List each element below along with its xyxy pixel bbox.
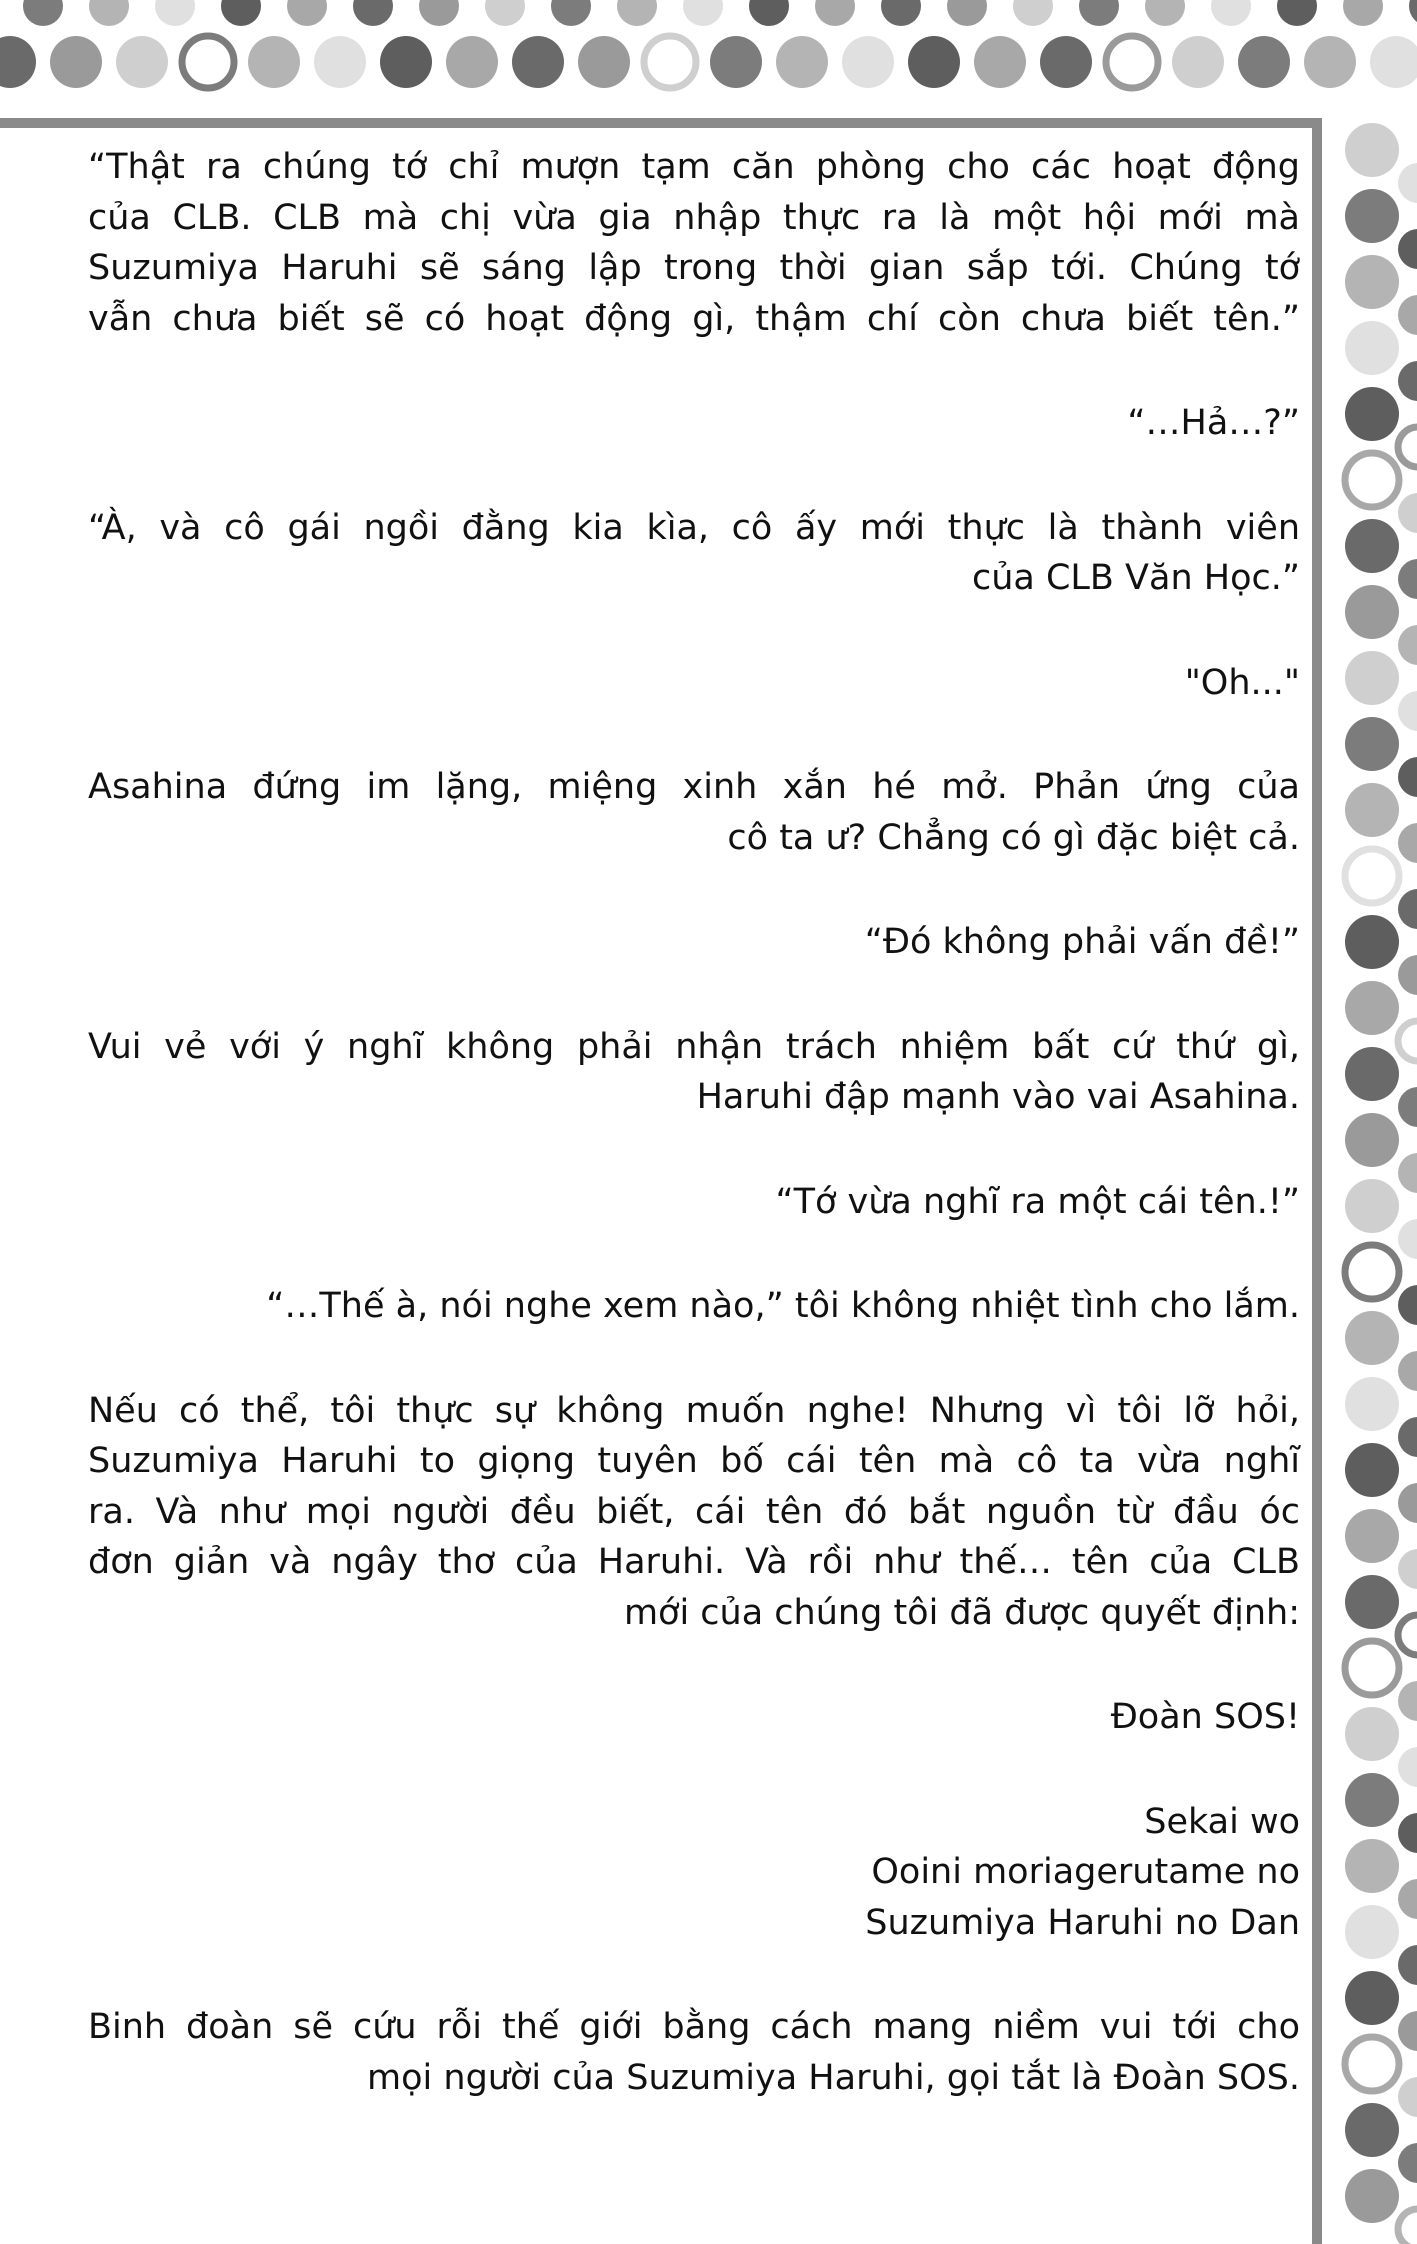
dot-decoration bbox=[1398, 955, 1417, 995]
dot-decoration bbox=[1345, 255, 1399, 309]
dot-decoration bbox=[1277, 0, 1317, 26]
dot-decoration bbox=[881, 0, 921, 26]
dot-decoration bbox=[947, 0, 987, 26]
dot-decoration bbox=[776, 36, 828, 88]
text-line: Asahina đứng im lặng, miệng xinh xắn hé mở. Phản ứng của bbox=[88, 767, 1300, 807]
ring-decoration bbox=[1345, 1641, 1399, 1695]
dot-decoration bbox=[578, 36, 630, 88]
text-line: Sekai wo bbox=[1144, 1801, 1300, 1842]
dot-decoration bbox=[1398, 1747, 1417, 1787]
dot-decoration bbox=[710, 36, 762, 88]
dot-decoration bbox=[1013, 0, 1053, 26]
dot-decoration bbox=[1345, 651, 1399, 705]
text-line: “…Hả…?” bbox=[1127, 403, 1300, 443]
paragraph bbox=[88, 142, 1300, 344]
dot-decoration bbox=[1238, 36, 1290, 88]
dot-decoration bbox=[1345, 2103, 1399, 2157]
paragraph bbox=[88, 1022, 1300, 1123]
dot-decoration bbox=[1398, 2011, 1417, 2051]
dot-decoration bbox=[1398, 1153, 1417, 1193]
paragraph bbox=[88, 503, 1300, 604]
dot-decoration bbox=[1398, 1813, 1417, 1853]
dot-decoration bbox=[974, 36, 1026, 88]
dot-decoration bbox=[1079, 0, 1119, 26]
dot-decoration bbox=[1345, 1113, 1399, 1167]
dot-decoration bbox=[1304, 36, 1356, 88]
ring-decoration bbox=[182, 36, 234, 88]
text-line: “…Thế à, nói nghe xem nào,” tôi không nhiệt tình cho lắm. bbox=[266, 1286, 1300, 1326]
text-panel bbox=[0, 118, 1322, 2244]
text-line: Suzumiya Haruhi no Dan bbox=[865, 1902, 1300, 1943]
dot-decoration bbox=[908, 36, 960, 88]
dot-decoration bbox=[1343, 0, 1383, 26]
dot-decoration bbox=[485, 0, 525, 26]
dot-decoration bbox=[842, 36, 894, 88]
paragraph bbox=[88, 658, 1300, 709]
dot-decoration bbox=[23, 0, 63, 26]
dot-decoration bbox=[155, 0, 195, 26]
dot-decoration bbox=[1398, 1549, 1417, 1589]
dot-decoration bbox=[1345, 519, 1399, 573]
dot-decoration bbox=[749, 0, 789, 26]
dot-decoration bbox=[1398, 691, 1417, 731]
dot-decoration bbox=[419, 0, 459, 26]
ring-decoration bbox=[1106, 36, 1158, 88]
dot-decoration bbox=[221, 0, 261, 26]
dot-decoration bbox=[1345, 1707, 1399, 1761]
ring-decoration bbox=[644, 36, 696, 88]
ring-decoration bbox=[1398, 2209, 1417, 2244]
text-line: mọi người của Suzumiya Haruhi, gọi tắt là Đoàn SOS. bbox=[367, 2057, 1300, 2098]
dot-decoration bbox=[1345, 1575, 1399, 1629]
dot-decoration bbox=[380, 36, 432, 88]
ring-decoration bbox=[1398, 1615, 1417, 1655]
text-line: Vui vẻ với ý nghĩ không phải nhận trách nhiệm bất cứ thứ gì, bbox=[88, 1026, 1300, 1067]
text-line: của CLB Văn Học.” bbox=[971, 558, 1300, 598]
dot-decoration bbox=[0, 36, 36, 88]
dot-decoration bbox=[1398, 889, 1417, 929]
dot-decoration bbox=[1345, 717, 1399, 771]
ring-decoration bbox=[1345, 849, 1399, 903]
dot-decoration bbox=[1172, 36, 1224, 88]
paragraph bbox=[88, 2002, 1300, 2103]
dot-decoration bbox=[1398, 559, 1417, 599]
text-line: “Đó không phải vấn đề!” bbox=[864, 922, 1300, 962]
text-line: Nếu có thể, tôi thực sự không muốn nghe! Nhưng vì tôi lỡ hỏi, bbox=[88, 1390, 1300, 1431]
dot-decoration bbox=[1398, 757, 1417, 797]
dot-decoration bbox=[1398, 1351, 1417, 1391]
text-line: “À, và cô gái ngồi đằng kia kìa, cô ấy mới thực là thành viên bbox=[88, 507, 1300, 548]
dot-decoration bbox=[116, 36, 168, 88]
dot-decoration bbox=[1345, 1311, 1399, 1365]
dot-decoration bbox=[1398, 823, 1417, 863]
dot-decoration bbox=[1398, 2143, 1417, 2183]
dot-decoration bbox=[1409, 0, 1417, 26]
dot-decoration bbox=[1345, 321, 1399, 375]
dot-decoration bbox=[1398, 295, 1417, 335]
dot-decoration bbox=[1345, 2169, 1399, 2223]
dot-decoration bbox=[353, 0, 393, 26]
dot-decoration bbox=[1345, 1179, 1399, 1233]
text-line: mới của chúng tôi đã được quyết định: bbox=[623, 1592, 1300, 1633]
paragraph bbox=[88, 762, 1300, 863]
dot-decoration bbox=[89, 0, 129, 26]
dot-decoration bbox=[1398, 1417, 1417, 1457]
text-line: của CLB. CLB mà chị vừa gia nhập thực ra là một hội mới mà bbox=[88, 197, 1300, 238]
dot-decoration bbox=[1398, 1681, 1417, 1721]
text-line: ra. Và như mọi người đều biết, cái tên đó bắt nguồn từ đầu óc bbox=[88, 1491, 1300, 1532]
dot-decoration bbox=[815, 0, 855, 26]
dot-decoration bbox=[1345, 1047, 1399, 1101]
ring-decoration bbox=[1345, 1245, 1399, 1299]
ring-decoration bbox=[1345, 2037, 1399, 2091]
paragraph bbox=[88, 1177, 1300, 1228]
paragraph bbox=[88, 398, 1300, 449]
dot-decoration bbox=[1398, 1219, 1417, 1259]
text-line: Suzumiya Haruhi to giọng tuyên bố cái tên mà cô ta vừa nghĩ bbox=[88, 1441, 1300, 1481]
dot-decoration bbox=[1345, 915, 1399, 969]
text-line: Haruhi đập mạnh vào vai Asahina. bbox=[696, 1077, 1300, 1117]
dot-decoration bbox=[1345, 1443, 1399, 1497]
dot-decoration bbox=[683, 0, 723, 26]
paragraph bbox=[88, 1797, 1300, 1949]
dot-decoration bbox=[1398, 493, 1417, 533]
dot-decoration bbox=[1398, 229, 1417, 269]
text-line: vẫn chưa biết sẽ có hoạt động gì, thậm chí còn chưa biết tên.” bbox=[88, 298, 1300, 339]
text-line: đơn giản và ngây thơ của Haruhi. Và rồi như thế… tên của CLB bbox=[88, 1542, 1300, 1582]
paragraph bbox=[88, 917, 1300, 968]
dot-decoration bbox=[50, 36, 102, 88]
paragraph bbox=[88, 1281, 1300, 1332]
dot-decoration bbox=[512, 36, 564, 88]
text-line: “Tớ vừa nghĩ ra một cái tên.!” bbox=[775, 1181, 1300, 1222]
text-line: Đoàn SOS! bbox=[1110, 1697, 1300, 1737]
dot-decoration bbox=[1398, 2077, 1417, 2117]
paragraph bbox=[88, 1386, 1300, 1639]
dot-decoration bbox=[1370, 36, 1417, 88]
ring-decoration bbox=[1398, 1021, 1417, 1061]
dot-decoration bbox=[1398, 1087, 1417, 1127]
dot-decoration bbox=[314, 36, 366, 88]
dot-decoration bbox=[1345, 1773, 1399, 1827]
dot-decoration bbox=[617, 0, 657, 26]
dot-decoration bbox=[1345, 585, 1399, 639]
dot-decoration bbox=[1345, 123, 1399, 177]
story-text bbox=[88, 142, 1300, 2103]
dot-decoration bbox=[248, 36, 300, 88]
dot-decoration bbox=[1345, 189, 1399, 243]
dot-decoration bbox=[446, 36, 498, 88]
dot-decoration bbox=[1398, 1483, 1417, 1523]
text-line: Suzumiya Haruhi sẽ sáng lập trong thời gian sắp tới. Chúng tớ bbox=[88, 248, 1300, 288]
ring-decoration bbox=[1398, 427, 1417, 467]
dot-decoration bbox=[1211, 0, 1251, 26]
text-line: "Oh..." bbox=[1184, 662, 1300, 703]
dot-decoration bbox=[1345, 387, 1399, 441]
dot-decoration bbox=[1345, 783, 1399, 837]
dot-decoration bbox=[1398, 1945, 1417, 1985]
dot-decoration bbox=[551, 0, 591, 26]
text-line: Ooini moriagerutame no bbox=[871, 1852, 1300, 1892]
dot-decoration bbox=[1345, 1377, 1399, 1431]
dot-decoration bbox=[1345, 981, 1399, 1035]
text-line: cô ta ư? Chẳng có gì đặc biệt cả. bbox=[727, 817, 1300, 858]
dot-decoration bbox=[1398, 625, 1417, 665]
dot-decoration bbox=[287, 0, 327, 26]
dot-decoration bbox=[1345, 1971, 1399, 2025]
dot-decoration bbox=[1145, 0, 1185, 26]
dot-decoration bbox=[1040, 36, 1092, 88]
dot-decoration bbox=[1345, 1509, 1399, 1563]
dot-decoration bbox=[1398, 361, 1417, 401]
dot-decoration bbox=[1398, 163, 1417, 203]
text-line: Binh đoàn sẽ cứu rỗi thế giới bằng cách mang niềm vui tới cho bbox=[88, 2007, 1300, 2047]
dot-decoration bbox=[1398, 1879, 1417, 1919]
dot-decoration bbox=[1345, 1905, 1399, 1959]
dot-decoration bbox=[1345, 1839, 1399, 1893]
dot-decoration bbox=[1398, 1285, 1417, 1325]
paragraph bbox=[88, 1692, 1300, 1743]
text-line: “Thật ra chúng tớ chỉ mượn tạm căn phòng cho các hoạt động bbox=[88, 147, 1300, 187]
ring-decoration bbox=[1345, 453, 1399, 507]
